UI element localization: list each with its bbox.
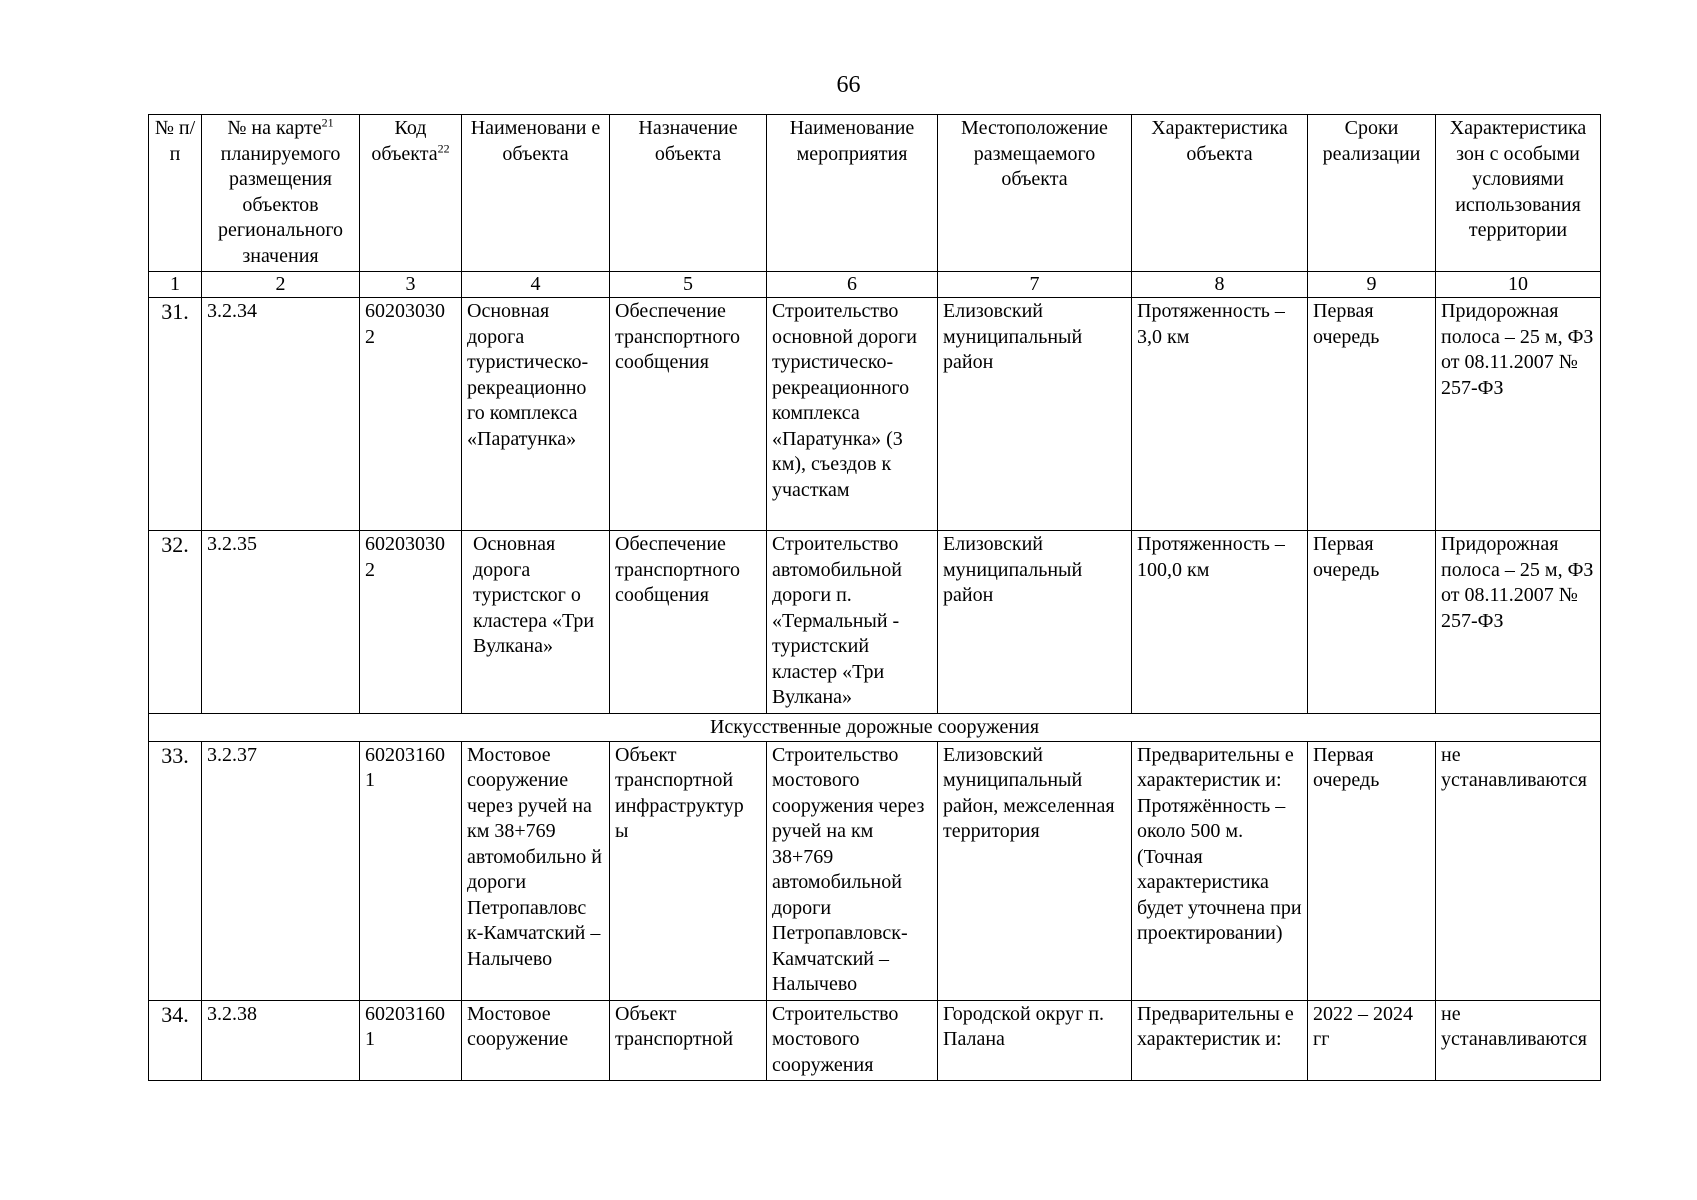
section-row	[149, 713, 1601, 741]
object-code: 60203160 1	[360, 1000, 462, 1081]
object-code: 60203030 2	[360, 298, 462, 531]
zone-characteristic: Придорожная полоса – 25 м, ФЗ от 08.11.2007 № 257-ФЗ	[1436, 298, 1601, 531]
object-code: 60203030 2	[360, 531, 462, 714]
object-purpose: Объект транспортной	[610, 1000, 767, 1081]
row-number: 33.	[149, 741, 202, 1000]
header-cell-9: Сроки реализации	[1308, 115, 1436, 272]
map-number: 3.2.34	[202, 298, 360, 531]
column-number: 5	[610, 272, 767, 298]
column-number: 6	[767, 272, 938, 298]
column-number: 2	[202, 272, 360, 298]
column-number: 9	[1308, 272, 1436, 298]
action-name: Строительство автомобильной дороги п. «Термальный - туристский кластер «Три Вулкана»	[767, 531, 938, 714]
action-name: Строительство мостового сооружения через ручей на км 38+769 автомобильной дороги Петропавловск-Камчатский – Налычево	[767, 741, 938, 1000]
zone-characteristic: не устанавливаются	[1436, 1000, 1601, 1081]
header-cell-5: Назначение объекта	[610, 115, 767, 272]
implementation-term: Первая очередь	[1308, 531, 1436, 714]
object-location: Елизовский муниципальный район	[938, 531, 1132, 714]
header-cell-4: Наименовани е объекта	[462, 115, 610, 272]
map-number: 3.2.38	[202, 1000, 360, 1081]
table-row	[149, 1000, 1601, 1081]
object-purpose: Объект транспортной инфраструктур ы	[610, 741, 767, 1000]
header-cell-3: Код объекта$^{22}$	[360, 115, 462, 272]
header-cell-6: Наименование мероприятия	[767, 115, 938, 272]
implementation-term: Первая очередь	[1308, 741, 1436, 1000]
row-number: 31.	[149, 298, 202, 531]
column-number-row	[149, 272, 1601, 298]
column-number: 3	[360, 272, 462, 298]
object-name: Основная дорога туристическо-рекреационно го комплекса «Паратунка»	[462, 298, 610, 531]
zone-characteristic: не устанавливаются	[1436, 741, 1601, 1000]
column-number: 10	[1436, 272, 1601, 298]
row-number: 34.	[149, 1000, 202, 1081]
object-characteristic: Протяженность – 3,0 км	[1132, 298, 1308, 531]
action-name: Строительство основной дороги туристическо-рекреационного комплекса «Паратунка» (3 км), съездов к участкам	[767, 298, 938, 531]
header-row	[149, 115, 1601, 272]
object-characteristic: Предварительны е характеристик и:	[1132, 1000, 1308, 1081]
column-number: 8	[1132, 272, 1308, 298]
section-title: Искусственные дорожные сооружения	[149, 713, 1601, 741]
object-name: Мостовое сооружение	[462, 1000, 610, 1081]
object-location: Елизовский муниципальный район, межселенная территория	[938, 741, 1132, 1000]
objects-table	[148, 114, 1601, 1081]
page-number: 66	[836, 72, 861, 98]
zone-characteristic: Придорожная полоса – 25 м, ФЗ от 08.11.2007 № 257-ФЗ	[1436, 531, 1601, 714]
object-characteristic: Предварительны е характеристик и: Протяжённость – около 500 м. (Точная характеристика будет уточнена при проектировании)	[1132, 741, 1308, 1000]
column-number: 1	[149, 272, 202, 298]
header-cell-10: Характеристика зон с особыми условиями использования территории	[1436, 115, 1601, 272]
object-name: Основная дорога туристског о кластера «Три Вулкана»	[462, 531, 610, 714]
object-purpose: Обеспечение транспортного сообщения	[610, 298, 767, 531]
header-cell-8: Характеристика объекта	[1132, 115, 1308, 272]
object-name: Мостовое сооружение через ручей на км 38+769 автомобильно й дороги Петропавловс к-Камчатский – Налычево	[462, 741, 610, 1000]
object-location: Елизовский муниципальный район	[938, 298, 1132, 531]
row-number: 32.	[149, 531, 202, 714]
header-cell-1: № п/п	[149, 115, 202, 272]
header-cell-2: № на карте$^{21}$ планируемого размещения объектов регионального значения	[202, 115, 360, 272]
implementation-term: 2022 – 2024 гг	[1308, 1000, 1436, 1081]
object-code: 60203160 1	[360, 741, 462, 1000]
table-row	[149, 741, 1601, 1000]
header-cell-7: Местоположение размещаемого объекта	[938, 115, 1132, 272]
map-number: 3.2.37	[202, 741, 360, 1000]
table-row	[149, 298, 1601, 531]
table-row	[149, 531, 1601, 714]
column-number: 4	[462, 272, 610, 298]
object-location: Городской округ п. Палана	[938, 1000, 1132, 1081]
object-characteristic: Протяженность – 100,0 км	[1132, 531, 1308, 714]
object-purpose: Обеспечение транспортного сообщения	[610, 531, 767, 714]
column-number: 7	[938, 272, 1132, 298]
implementation-term: Первая очередь	[1308, 298, 1436, 531]
action-name: Строительство мостового сооружения	[767, 1000, 938, 1081]
map-number: 3.2.35	[202, 531, 360, 714]
